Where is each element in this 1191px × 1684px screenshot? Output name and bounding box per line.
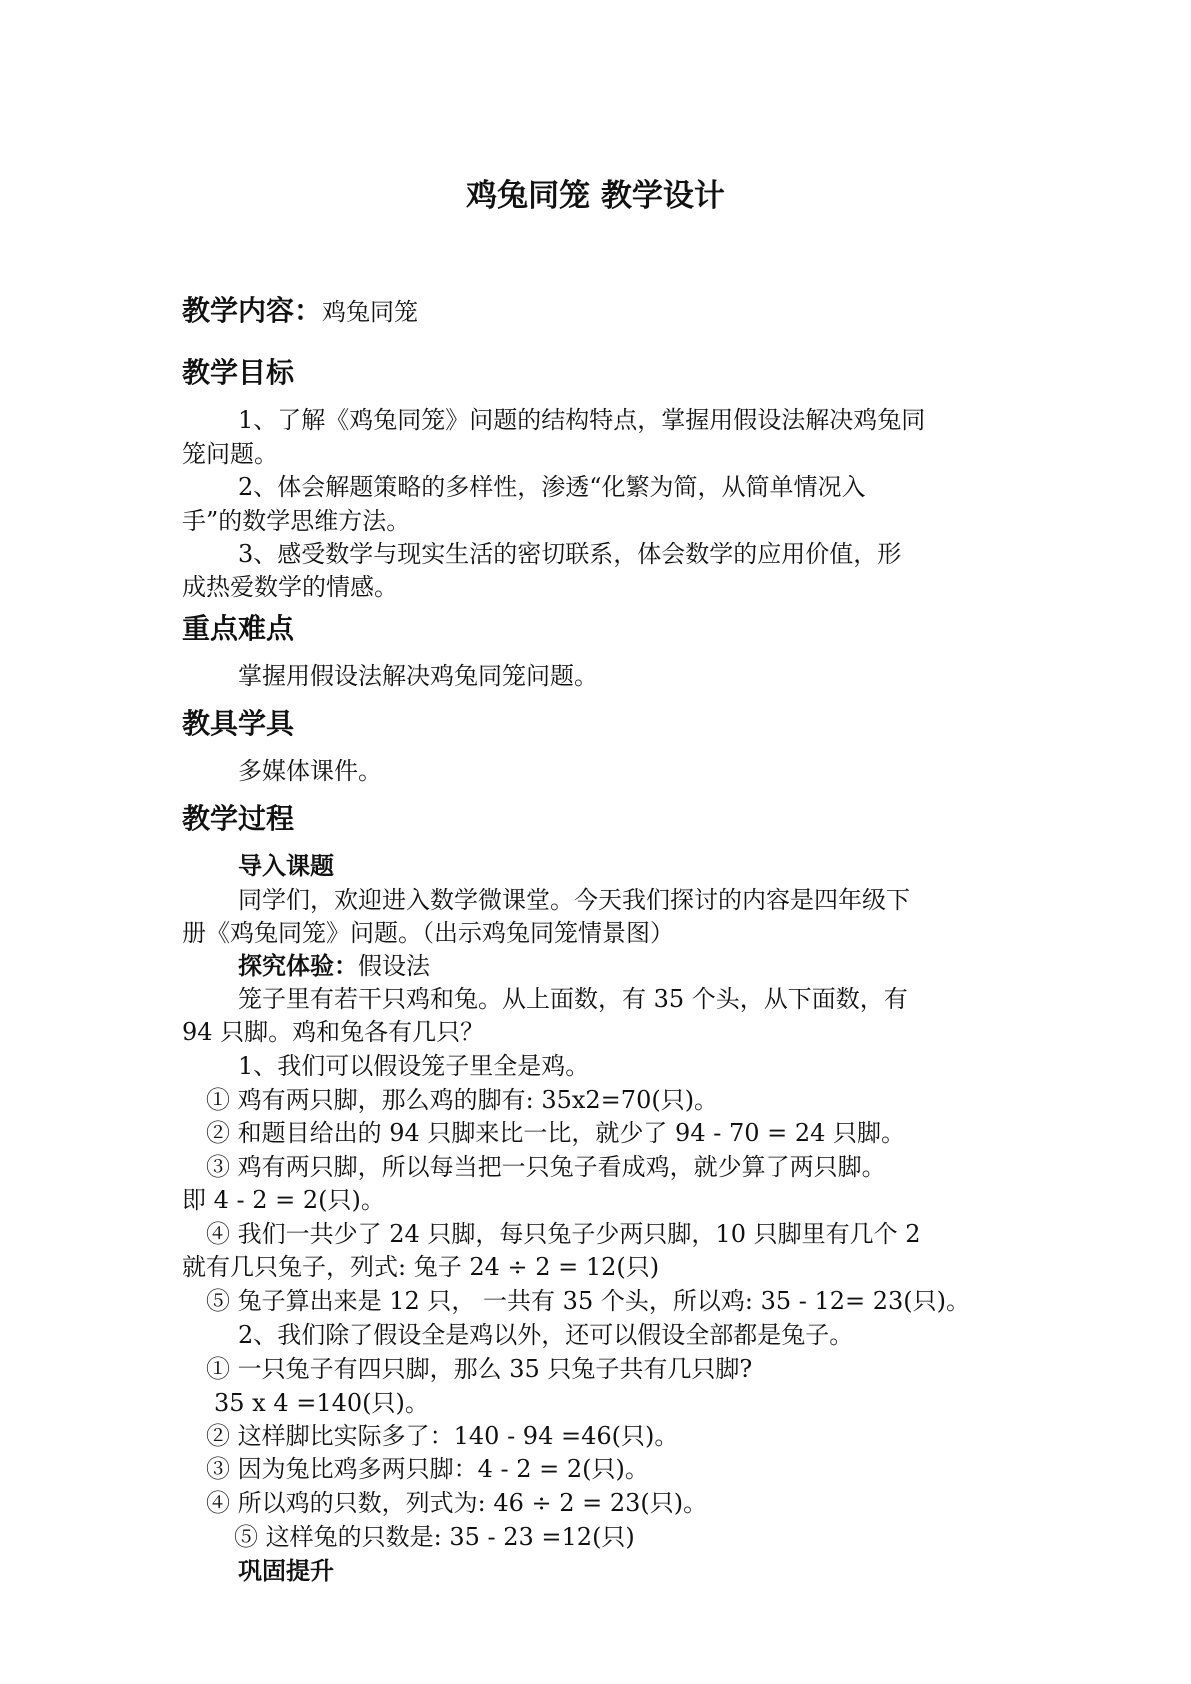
objective-line: 1、了解《鸡兔同笼》问题的结构特点，掌握用假设法解决鸡兔同 <box>238 406 926 434</box>
method1-step: ④ 我们一共少了 24 只脚，每只兔子少两只脚，10 只脚里有几个 2 <box>206 1220 921 1248</box>
method1-step: 就有几只兔子，列式: 兔子 24 ÷ 2 = 12(只) <box>182 1253 660 1281</box>
problem-line: 笼子里有若干只鸡和兔。从上面数，有 35 个头，从下面数，有 <box>238 985 908 1013</box>
method1-step: ① 鸡有两只脚，那么鸡的脚有: 35x2=70(只)。 <box>206 1086 719 1114</box>
method1-title: 1、我们可以假设笼子里全是鸡。 <box>238 1052 590 1080</box>
explore-label: 探究体验： <box>238 952 358 980</box>
process-heading: 教学过程 <box>182 802 295 835</box>
teaching-content-label: 教学内容： <box>182 294 323 327</box>
method2-step: 35 x 4 =140(只)。 <box>214 1389 429 1417</box>
intro-line: 册《鸡兔同笼》问题。（出示鸡兔同笼情景图） <box>182 919 674 947</box>
tools-heading: 教具学具 <box>182 707 295 740</box>
method1-step: ③ 鸡有两只脚，所以每当把一只兔子看成鸡，就少算了两只脚。 <box>206 1153 886 1181</box>
consolidate-heading: 巩固提升 <box>238 1557 334 1585</box>
key-points-heading: 重点难点 <box>182 612 295 645</box>
key-points-text: 掌握用假设法解决鸡兔同笼问题。 <box>238 662 598 690</box>
objective-line: 手”的数学思维方法。 <box>182 507 411 535</box>
teaching-content-value: 鸡兔同笼 <box>322 298 419 326</box>
explore-line <box>238 951 430 981</box>
method1-step: ② 和题目给出的 94 只脚来比一比，就少了 94 - 70 = 24 只脚。 <box>206 1119 906 1147</box>
method2-title: 2、我们除了假设全是鸡以外，还可以假设全部都是兔子。 <box>238 1321 854 1349</box>
objective-line: 成热爱数学的情感。 <box>182 573 398 601</box>
objectives-heading: 教学目标 <box>182 356 295 389</box>
method2-step: ① 一只兔子有四只脚，那么 35 只兔子共有几只脚? <box>206 1355 753 1383</box>
method2-step: ③ 因为兔比鸡多两只脚：4 - 2 = 2(只)。 <box>206 1455 649 1483</box>
method2-step: ② 这样脚比实际多了：140 - 94 =46(只)。 <box>206 1422 679 1450</box>
method2-step: ⑤ 这样兔的只数是: 35 - 23 =12(只) <box>234 1523 635 1551</box>
explore-value: 假设法 <box>358 952 430 980</box>
document-title: 鸡兔同笼 教学设计 <box>466 178 725 214</box>
intro-heading: 导入课题 <box>238 852 334 880</box>
method1-step: ⑤ 兔子算出来是 12 只， 一共有 35 个头，所以鸡: 35 - 12= 23(只)。 <box>206 1287 971 1315</box>
tools-text: 多媒体课件。 <box>238 757 382 785</box>
objective-line: 3、感受数学与现实生活的密切联系，体会数学的应用价值，形 <box>238 540 902 568</box>
problem-line: 94 只脚。鸡和兔各有几只？ <box>182 1018 485 1046</box>
method1-step: 即 4 - 2 = 2(只)。 <box>182 1186 385 1214</box>
intro-line: 同学们，欢迎进入数学微课堂。今天我们探讨的内容是四年级下 <box>238 886 910 914</box>
method2-step: ④ 所以鸡的只数，列式为: 46 ÷ 2 = 23(只)。 <box>206 1489 708 1517</box>
objective-line: 2、体会解题策略的多样性，渗透“化繁为简，从简单情况入 <box>238 473 866 501</box>
teaching-content <box>182 296 418 327</box>
objective-line: 笼问题。 <box>182 440 278 468</box>
